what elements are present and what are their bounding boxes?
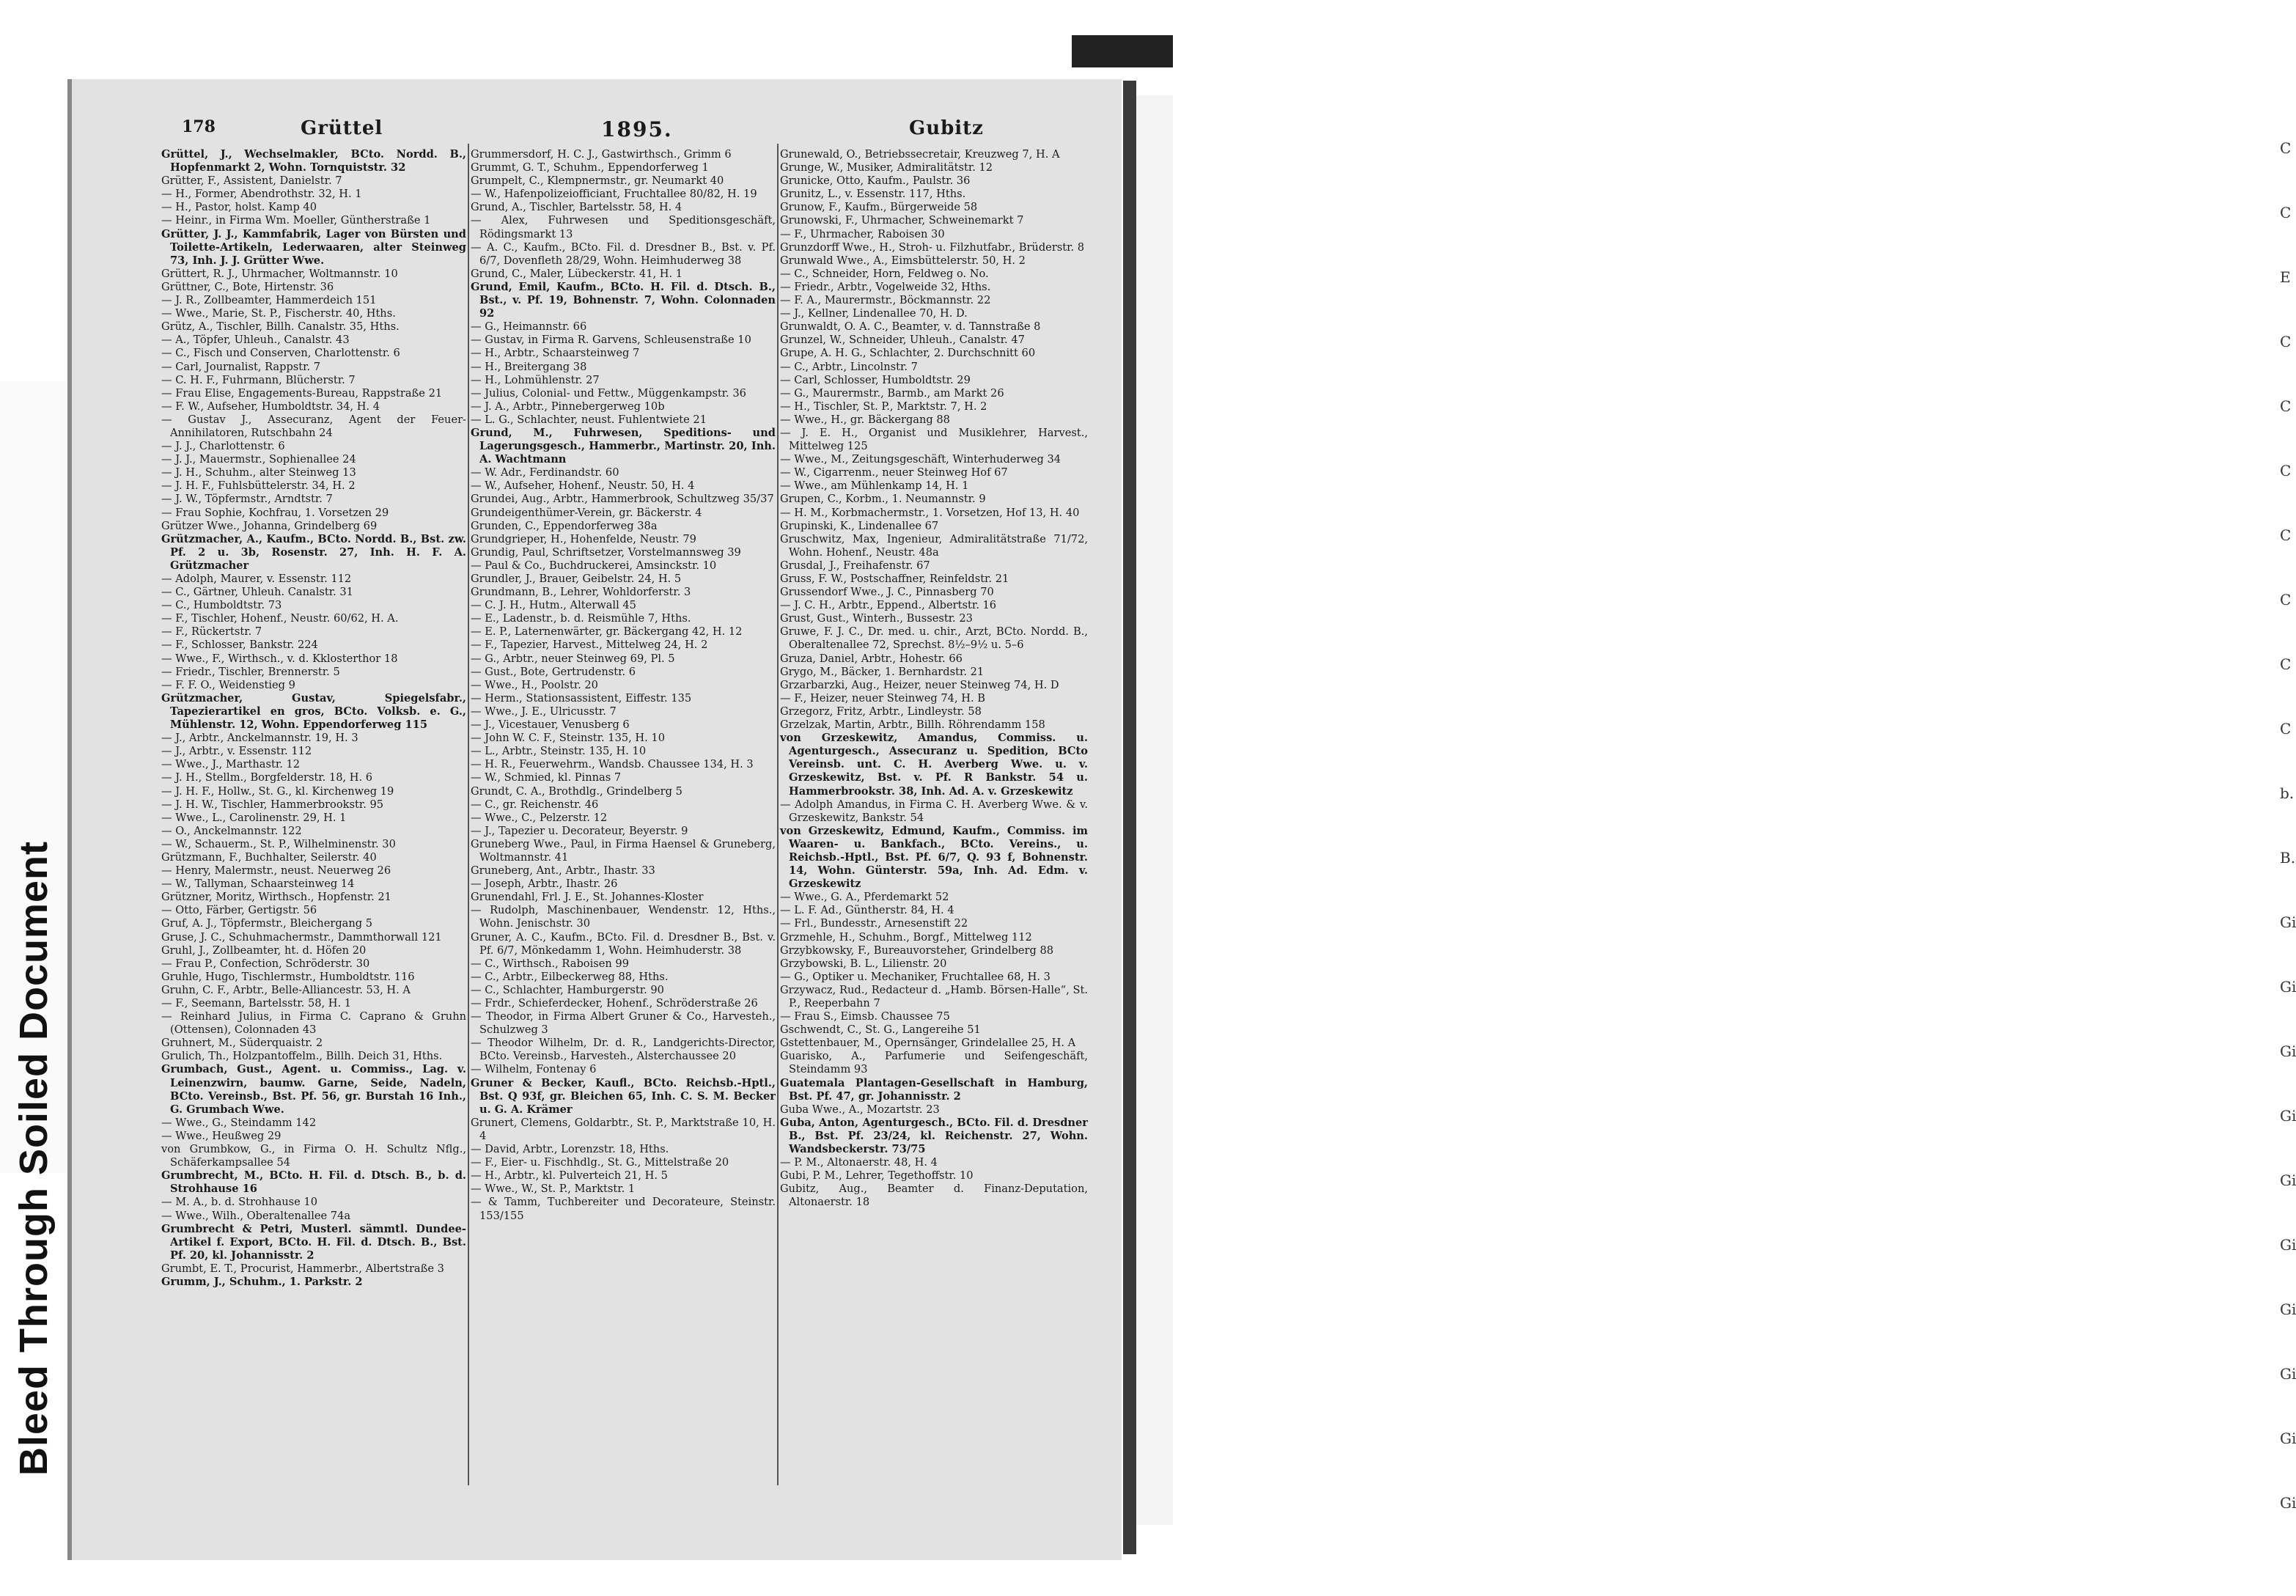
directory-entry: — J. H. W., Tischler, Hammerbrookstr. 95 (161, 798, 384, 811)
adjacent-page-fragment: C (2280, 591, 2292, 608)
directory-entry: — W., Schmied, kl. Pinnas 7 (471, 771, 622, 784)
directory-entry: — C., Gärtner, Uhleuh. Canalstr. 31 (161, 586, 353, 599)
directory-entry: Gruse, J. C., Schuhmachermstr., Dammthorwall 121 (161, 930, 442, 944)
directory-entry: — J., Vicestauer, Venusberg 6 (471, 718, 630, 732)
directory-entry: — Wwe., W., St. P., Marktstr. 1 (471, 1183, 636, 1196)
directory-entry: Grumbt, E. T., Procurist, Hammerbr., Albertstraße 3 (161, 1262, 444, 1275)
adjacent-page-fragment: Gi (2280, 1365, 2296, 1383)
directory-entry: von Grzeskewitz, Edmund, Kaufm., Commiss. im Waaren- u. Bankfach., BCto. Vereins., u. Reichsb.-Hptl., Bst. Pf. 6/7, Q. 93 f, Bohnenstr. 14, Wohn. Günterstr. 59a, Inh. Ad. Edm. v. Grzeskewitz (780, 824, 1088, 891)
directory-entry: — J. H., Stellm., Borgfelderstr. 18, H. 6 (161, 771, 373, 784)
directory-entry: — F. A., Maurermstr., Böckmannstr. 22 (780, 294, 991, 307)
directory-entry: — Wwe., J., Marthastr. 12 (161, 758, 301, 771)
directory-entry: Gruhn, C. F., Arbtr., Belle-Alliancestr. 53, H. A (161, 983, 411, 996)
directory-entry: Grunwald Wwe., A., Eimsbüttelerstr. 50, H. 2 (780, 254, 1026, 267)
directory-entry: — Wwe., H., Poolstr. 20 (471, 678, 598, 691)
directory-entry: Grunendahl, Frl. J. E., St. Johannes-Kloster (471, 891, 704, 904)
directory-entry: — Joseph, Arbtr., Ihastr. 26 (471, 878, 618, 891)
adjacent-page-fragment: Gi (2280, 913, 2296, 931)
directory-entry: Gruza, Daniel, Arbtr., Hohestr. 66 (780, 652, 963, 665)
directory-entry: Grüttert, R. J., Uhrmacher, Woltmannstr. 10 (161, 267, 398, 280)
directory-entry: Gruschwitz, Max, Ingenieur, Admiralitätstraße 71/72, Wohn. Hohenf., Neustr. 48a (780, 532, 1088, 559)
directory-entry: Grundmann, B., Lehrer, Wohldorferstr. 3 (471, 586, 691, 599)
directory-entry: Grundig, Paul, Schriftsetzer, Vorstelmannsweg 39 (471, 545, 741, 559)
directory-entry: — Paul & Co., Buchdruckerei, Amsinckstr. 10 (471, 559, 717, 572)
directory-entry: Grützmann, F., Buchhalter, Seilerstr. 40 (161, 850, 377, 864)
directory-entry: — Henry, Malermstr., neust. Neuerweg 26 (161, 864, 391, 878)
directory-entry: — A., Töpfer, Uhleuh., Canalstr. 43 (161, 334, 350, 347)
bleed-through-notice: Bleed Through Soiled Document (12, 840, 56, 1477)
directory-entry: — G., Heimannstr. 66 (471, 320, 587, 334)
directory-entry: — F., Tapezier, Harvest., Mittelweg 24, H. 2 (471, 639, 708, 652)
directory-entry: Grumbrecht & Petri, Musterl. sämmtl. Dundee-Artikel f. Export, BCto. H. Fil. d. Dtsch. B., Bst. Pf. 20, kl. Johannisstr. 2 (161, 1222, 466, 1262)
directory-entry: — Heinr., in Firma Wm. Moeller, Güntherstraße 1 (161, 214, 431, 227)
directory-entry: — Wwe., J. E., Ulricusstr. 7 (471, 705, 617, 718)
directory-entry: Guarisko, A., Parfumerie und Seifengeschäft, Steindamm 93 (780, 1050, 1088, 1076)
corner-scan-artifact (1072, 35, 1173, 67)
directory-entry: — Adolph, Maurer, v. Essenstr. 112 (161, 573, 352, 585)
directory-entry: Grütz, A., Tischler, Billh. Canalstr. 35, Hths. (161, 320, 400, 334)
directory-entry: Gubi, P. M., Lehrer, Tegethoffstr. 10 (780, 1169, 974, 1183)
directory-entry: — Reinhard Julius, in Firma C. Caprano & Gruhn (Ottensen), Colonnaden 43 (161, 1010, 466, 1037)
directory-column-2 (471, 148, 776, 1497)
adjacent-page-fragment: Gi (2280, 1494, 2296, 1512)
directory-entry: Gruwe, F. J. C., Dr. med. u. chir., Arzt, BCto. Nordd. B., Oberaltenallee 72, Sprechst. 8½–9½ u. 5–6 (780, 625, 1088, 652)
directory-entry: von Grzeskewitz, Amandus, Commiss. u. Agenturgesch., Assecuranz u. Spedition, BCto Vereinsb. unt. C. H. Averberg Wwe. u. v. Grzeskewitz, Bst. v. Pf. R Bankstr. 54 u. Hammerbrookstr. 38, Inh. Ad. A. v. Grzeskewitz (780, 732, 1088, 798)
directory-entry: Grunow, F., Kaufm., Bürgerweide 58 (780, 201, 978, 214)
directory-entry: — A. C., Kaufm., BCto. Fil. d. Dresdner B., Bst. v. Pf. 6/7, Dovenfleth 28/29, Wohn. Heimhuderweg 38 (471, 240, 776, 267)
directory-entry: Gruhl, J., Zollbeamter, ht. d. Höfen 20 (161, 944, 367, 957)
directory-entry: — Wwe., F., Wirthsch., v. d. Kklosterthor 18 (161, 652, 398, 665)
directory-entry: Grzmehle, H., Schuhm., Borgf., Mittelweg 112 (780, 930, 1032, 944)
directory-entry: — O., Anckelmannstr. 122 (161, 824, 302, 837)
directory-entry: Guatemala Plantagen-Gesellschaft in Hamburg, Bst. Pf. 47, gr. Johannisstr. 2 (780, 1076, 1088, 1103)
directory-entry: Gubitz, Aug., Beamter d. Finanz-Deputation, Altonaerstr. 18 (780, 1183, 1088, 1209)
directory-entry: — E., Ladenstr., b. d. Reismühle 7, Hths. (471, 612, 691, 625)
directory-entry: — W., Schauerm., St. P., Wilhelminenstr. 30 (161, 837, 396, 850)
running-head-year: 1895. (601, 117, 673, 141)
directory-entry: — David, Arbtr., Lorenzstr. 18, Hths. (471, 1143, 669, 1156)
adjacent-page-strip (1136, 95, 2296, 1525)
directory-entry: — H. M., Korbmachermstr., 1. Vorsetzen, Hof 13, H. 40 (780, 506, 1080, 519)
directory-entry: Grumm, J., Schuhm., 1. Parkstr. 2 (161, 1275, 363, 1288)
directory-entry: Grützmacher, A., Kaufm., BCto. Nordd. B., Bst. zw. Pf. 2 u. 3b, Rosenstr. 27, Inh. H. F. A. Grützmacher (161, 532, 466, 572)
directory-entry: Gruner & Becker, Kaufl., BCto. Reichsb.-Hptl., Bst. Q 93f, gr. Bleichen 65, Inh. C. S. M. Becker u. G. A. Krämer (471, 1076, 776, 1116)
directory-entry: — Gustav, in Firma R. Garvens, Schleusenstraße 10 (471, 334, 751, 347)
adjacent-page-fragment: Gi (2280, 1042, 2296, 1060)
page-number: 178 (182, 117, 216, 136)
directory-entry: Gruner, A. C., Kaufm., BCto. Fil. d. Dresdner B., Bst. v. Pf. 6/7, Mönkedamm 1, Wohn. Heimhuderstr. 38 (471, 930, 776, 957)
directory-column-1 (161, 148, 466, 1497)
adjacent-page-fragment: b. (2280, 784, 2295, 802)
directory-entry: — Frau P., Confection, Schröderstr. 30 (161, 957, 370, 970)
directory-entry: — J. R., Zollbeamter, Hammerdeich 151 (161, 294, 377, 307)
directory-entry: — H., Arbtr., Schaarsteinweg 7 (471, 347, 640, 360)
directory-entry: — P. M., Altonaerstr. 48, H. 4 (780, 1156, 938, 1169)
directory-entry: Grumbach, Gust., Agent. u. Commiss., Lag. v. Leinenzwirn, baumw. Garne, Seide, Nadeln, BCto. Vereinsb., Bst. Pf. 56, gr. Burstah 16 Inh., G. Grumbach Wwe. (161, 1063, 466, 1116)
directory-entry: — J., Kellner, Lindenallee 70, H. D. (780, 307, 968, 320)
directory-entry: — H., Arbtr., kl. Pulverteich 21, H. 5 (471, 1169, 668, 1183)
directory-entry: — J. J., Mauermstr., Sophienallee 24 (161, 453, 356, 466)
directory-entry: Grundgrieper, H., Hohenfelde, Neustr. 79 (471, 532, 696, 545)
directory-entry: — H., Pastor, holst. Kamp 40 (161, 201, 317, 214)
directory-entry: Grüttner, C., Bote, Hirtenstr. 36 (161, 280, 334, 293)
adjacent-page-fragment: C (2280, 139, 2292, 157)
directory-entry: — Alex, Fuhrwesen und Speditionsgeschäft, Rödingsmarkt 13 (471, 214, 776, 240)
directory-entry: — W., Cigarrenm., neuer Steinweg Hof 67 (780, 466, 1008, 479)
directory-entry: Grund, Emil, Kaufm., BCto. H. Fil. d. Dtsch. B., Bst., v. Pf. 19, Bohnenstr. 7, Wohn. Colonnaden 92 (471, 280, 776, 320)
directory-entry: Grunitz, L., v. Essenstr. 117, Hths. (780, 188, 966, 201)
directory-entry: — J., Arbtr., v. Essenstr. 112 (161, 745, 312, 758)
directory-entry: — Frau Elise, Engagements-Bureau, Rappstraße 21 (161, 386, 443, 400)
directory-entry: — C. J. H., Hutm., Alterwall 45 (471, 599, 636, 612)
adjacent-page-fragment: C (2280, 526, 2292, 544)
directory-entry: — H., Tischler, St. P., Marktstr. 7, H. 2 (780, 400, 987, 413)
adjacent-page-fragment: Gi (2280, 1107, 2296, 1125)
directory-entry: — Wwe., H., gr. Bäckergang 88 (780, 413, 950, 426)
directory-entry: Grzegorz, Fritz, Arbtr., Lindleystr. 58 (780, 705, 982, 718)
directory-entry: — F., Tischler, Hohenf., Neustr. 60/62, H. A. (161, 612, 399, 625)
directory-entry: — Theodor, in Firma Albert Gruner & Co., Harvesteh., Schulzweg 3 (471, 1010, 776, 1037)
directory-entry: Grützer Wwe., Johanna, Grindelberg 69 (161, 519, 378, 532)
notice-banner (0, 381, 67, 1477)
directory-entry: — F. W., Aufseher, Humboldtstr. 34, H. 4 (161, 400, 380, 413)
directory-entry: Grützmacher, Gustav, Spiegelsfabr., Tapezierartikel en gros, BCto. Volksb. e. G., Mühlenstr. 12, Wohn. Eppendorferweg 115 (161, 691, 466, 732)
directory-entry: Grust, Gust., Winterh., Bussestr. 23 (780, 612, 973, 625)
directory-entry: — G., Arbtr., neuer Steinweg 69, Pl. 5 (471, 652, 675, 665)
directory-entry: — H. R., Feuerwehrm., Wandsb. Chaussee 134, H. 3 (471, 758, 754, 771)
directory-entry: — Wwe., am Mühlenkamp 14, H. 1 (780, 479, 969, 493)
running-head-right: Gubitz (909, 117, 984, 139)
adjacent-page-fragment: C (2280, 204, 2292, 221)
running-head-left: Grüttel (301, 117, 383, 139)
directory-entry: Grzybowski, B. L., Lilienstr. 20 (780, 957, 947, 970)
directory-entry: Grunert, Clemens, Goldarbtr., St. P., Marktstraße 10, H. 4 (471, 1116, 776, 1142)
directory-entry: — & Tamm, Tuchbereiter und Decorateure, Steinstr. 153/155 (471, 1196, 776, 1222)
page-gutter (67, 79, 72, 1560)
directory-entry: Grygo, M., Bäcker, 1. Bernhardstr. 21 (780, 665, 985, 678)
page-header (176, 117, 1107, 147)
directory-entry: Gschwendt, C., St. G., Langereihe 51 (780, 1023, 981, 1037)
directory-entry: Grummt, G. T., Schuhm., Eppendorferweg 1 (471, 161, 709, 174)
directory-entry: — W., Hafenpolizeiofficiant, Fruchtallee 80/82, H. 19 (471, 188, 757, 201)
directory-entry: Grzelzak, Martin, Arbtr., Billh. Röhrendamm 158 (780, 718, 1045, 732)
directory-entry: — C., Wirthsch., Raboisen 99 (471, 957, 629, 970)
directory-entry: — H., Former, Abendrothstr. 32, H. 1 (161, 188, 362, 201)
adjacent-page-fragment: C (2280, 333, 2292, 350)
directory-entry: Grunowski, F., Uhrmacher, Schweinemarkt 7 (780, 214, 1024, 227)
directory-entry: — C., Humboldtstr. 73 (161, 599, 282, 612)
directory-entry: — C., Arbtr., Eilbeckerweg 88, Hths. (471, 970, 669, 983)
directory-entry: — Frdr., Schieferdecker, Hohenf., Schröderstraße 26 (471, 997, 758, 1010)
directory-entry: — Frau S., Eimsb. Chaussee 75 (780, 1010, 950, 1023)
directory-entry: — F. F. O., Weidenstieg 9 (161, 678, 295, 691)
page-fold (1123, 81, 1136, 1554)
directory-entry: Grzywacz, Rud., Redacteur d. „Hamb. Börsen-Halle“, St. P., Reeperbahn 7 (780, 983, 1088, 1010)
directory-entry: Gruneberg, Ant., Arbtr., Ihastr. 33 (471, 864, 655, 878)
directory-entry: — J. A., Arbtr., Pinnebergerweg 10b (471, 400, 665, 413)
directory-entry: — E. P., Laternenwärter, gr. Bäckergang 42, H. 12 (471, 625, 743, 639)
directory-entry: — C. H. F., Fuhrmann, Blücherstr. 7 (161, 373, 356, 386)
directory-entry: — Carl, Schlosser, Humboldtstr. 29 (780, 373, 971, 386)
directory-entry: Grütter, F., Assistent, Danielstr. 7 (161, 174, 342, 188)
adjacent-page-fragment: E (2280, 268, 2291, 286)
adjacent-page-fragment: C (2280, 462, 2292, 479)
directory-entry: Grupen, C., Korbm., 1. Neumannstr. 9 (780, 493, 986, 506)
directory-entry: — Rudolph, Maschinenbauer, Wendenstr. 12, Hths., Wohn. Jenischstr. 30 (471, 904, 776, 930)
directory-entry: Grumbrecht, M., BCto. H. Fil. d. Dtsch. B., b. d. Strohhause 16 (161, 1169, 466, 1196)
directory-entry: — J. E. H., Organist und Musiklehrer, Harvest., Mittelweg 125 (780, 426, 1088, 453)
directory-entry: — J., Tapezier u. Decorateur, Beyerstr. 9 (471, 824, 688, 837)
directory-entry: Grunge, W., Musiker, Admiralitätstr. 12 (780, 161, 993, 174)
adjacent-page-fragment: C (2280, 655, 2292, 673)
directory-entry: — Julius, Colonial- und Fettw., Müggenkampstr. 36 (471, 386, 746, 400)
directory-entry: Grunewald, O., Betriebssecretair, Kreuzweg 7, H. A (780, 148, 1060, 161)
directory-entry: Grussendorf Wwe., J. C., Pinnasberg 70 (780, 586, 994, 599)
directory-entry: — Adolph Amandus, in Firma C. H. Averberg Wwe. & v. Grzeskewitz, Bankstr. 54 (780, 798, 1088, 824)
directory-entry: Gruhnert, M., Süderquaistr. 2 (161, 1037, 323, 1050)
directory-entry: von Grumbkow, G., in Firma O. H. Schultz Nflg., Schäferkampsallee 54 (161, 1143, 466, 1169)
directory-entry: — Wwe., Heußweg 29 (161, 1129, 282, 1142)
adjacent-page-fragment: C (2280, 720, 2292, 738)
adjacent-page-fragment: Gi (2280, 978, 2296, 996)
directory-entry: — H., Lohmühlenstr. 27 (471, 373, 600, 386)
adjacent-page-fragment: C (2280, 397, 2292, 415)
directory-entry: — Wwe., L., Carolinenstr. 29, H. 1 (161, 811, 347, 824)
directory-entry: Grundt, C. A., Brothdlg., Grindelberg 5 (471, 784, 682, 798)
directory-entry: Grütter, J. J., Kammfabrik, Lager von Bürsten und Toilette-Artikeln, Lederwaaren, alter Steinweg 73, Inh. J. J. Grütter Wwe. (161, 227, 466, 267)
directory-entry: — F., Rückertstr. 7 (161, 625, 262, 639)
directory-entry: — J. H. F., Hollw., St. G., kl. Kirchenweg 19 (161, 784, 394, 798)
directory-entry: — F., Seemann, Bartelsstr. 58, H. 1 (161, 997, 352, 1010)
directory-entry: — C., Fisch und Conserven, Charlottenstr. 6 (161, 347, 400, 360)
directory-entry: Grützner, Moritz, Wirthsch., Hopfenstr. 21 (161, 891, 391, 904)
directory-entry: — Friedr., Arbtr., Vogelweide 32, Hths. (780, 280, 991, 293)
directory-entry: Gruss, F. W., Postschaffner, Reinfeldstr. 21 (780, 573, 1009, 585)
directory-entry: — Herm., Stationsassistent, Eiffestr. 135 (471, 691, 692, 705)
directory-entry: — W., Tallyman, Schaarsteinweg 14 (161, 878, 355, 891)
adjacent-page-fragment: B. (2280, 849, 2296, 867)
directory-entry: — J. C. H., Arbtr., Eppend., Albertstr. 16 (780, 599, 997, 612)
directory-entry: — J. W., Töpfermstr., Arndtstr. 7 (161, 493, 333, 506)
directory-entry: Grunzel, W., Schneider, Uhleuh., Canalstr. 47 (780, 334, 1025, 347)
directory-column-3 (780, 148, 1088, 1497)
directory-entry: — J. J., Charlottenstr. 6 (161, 440, 285, 453)
column-divider (468, 144, 469, 1485)
directory-entry: — Wwe., Marie, St. P., Fischerstr. 40, Hths. (161, 307, 396, 320)
directory-entry: — J., Arbtr., Anckelmannstr. 19, H. 3 (161, 732, 358, 745)
directory-entry: Gruhle, Hugo, Tischlermstr., Humboldtstr. 116 (161, 970, 415, 983)
directory-entry: Grulich, Th., Holzpantoffelm., Billh. Deich 31, Hths. (161, 1050, 443, 1063)
directory-entry: Grumpelt, C., Klempnermstr., gr. Neumarkt 40 (471, 174, 724, 188)
directory-entry: — C., Arbtr., Lincolnstr. 7 (780, 360, 918, 373)
directory-entry: Grummersdorf, H. C. J., Gastwirthsch., Grimm 6 (471, 148, 732, 161)
directory-entry: — J. H. F., Fuhlsbüttelerstr. 34, H. 2 (161, 479, 356, 493)
column-divider (777, 144, 779, 1485)
directory-entry: — Friedr., Tischler, Brennerstr. 5 (161, 665, 340, 678)
directory-entry: — Wwe., Wilh., Oberaltenallee 74a (161, 1209, 351, 1222)
directory-entry: Grundler, J., Brauer, Geibelstr. 24, H. 5 (471, 573, 682, 585)
directory-entry: — Frl., Bundesstr., Arnesenstift 22 (780, 917, 968, 930)
directory-entry: Grüttel, J., Wechselmakler, BCto. Nordd. B., Hopfenmarkt 2, Wohn. Tornquiststr. 32 (161, 148, 466, 174)
directory-entry: — Wwe., M., Zeitungsgeschäft, Winterhuderweg 34 (780, 453, 1061, 466)
directory-entry: Grzybkowsky, F., Bureauvorsteher, Grindelberg 88 (780, 944, 1054, 957)
directory-entry: — W., Aufseher, Hohenf., Neustr. 50, H. 4 (471, 479, 695, 493)
directory-entry: — F., Schlosser, Bankstr. 224 (161, 639, 318, 652)
directory-entry: — Wwe., G. A., Pferdemarkt 52 (780, 891, 949, 904)
directory-entry: Grupinski, K., Lindenallee 67 (780, 519, 939, 532)
directory-entry: — Gustav J., Assecuranz, Agent der Feuer-Annihilatoren, Rutschbahn 24 (161, 413, 466, 439)
directory-entry: — Wwe., G., Steindamm 142 (161, 1116, 317, 1129)
directory-entry: Gruf, A. J., Töpfermstr., Bleichergang 5 (161, 917, 373, 930)
directory-entry: Grund, C., Maler, Lübeckerstr. 41, H. 1 (471, 267, 683, 280)
directory-entry: Grund, M., Fuhrwesen, Speditions- und Lagerungsgesch., Hammerbr., Martinstr. 20, Inh. A. Wachtmann (471, 426, 776, 466)
directory-entry: — G., Optiker u. Mechaniker, Fruchtallee 68, H. 3 (780, 970, 1051, 983)
directory-entry: — M. A., b. d. Strohhause 10 (161, 1196, 318, 1209)
directory-entry: Gruneberg Wwe., Paul, in Firma Haensel & Gruneberg, Woltmannstr. 41 (471, 837, 776, 864)
directory-entry: — Gust., Bote, Gertrudenstr. 6 (471, 665, 636, 678)
directory-entry: — W. Adr., Ferdinandstr. 60 (471, 466, 619, 479)
directory-entry: Grzarbarzki, Aug., Heizer, neuer Steinweg 74, H. D (780, 678, 1059, 691)
directory-entry: — Wwe., C., Pelzerstr. 12 (471, 811, 608, 824)
directory-entry: Grund, A., Tischler, Bartelsstr. 58, H. 4 (471, 201, 682, 214)
directory-entry: — F., Heizer, neuer Steinweg 74, H. B (780, 691, 985, 705)
directory-entry: Grundeigenthümer-Verein, gr. Bäckerstr. 4 (471, 506, 702, 519)
directory-entry: — Wilhelm, Fontenay 6 (471, 1063, 597, 1076)
directory-entry: Grusdal, J., Freihafenstr. 67 (780, 559, 930, 572)
directory-entry: — C., Schneider, Horn, Feldweg o. No. (780, 267, 989, 280)
adjacent-page-fragment: Gi (2280, 1430, 2296, 1447)
directory-entry: Gstettenbauer, M., Opernsänger, Grindelallee 25, H. A (780, 1037, 1076, 1050)
directory-entry: — L. G., Schlachter, neust. Fuhlentwiete 21 (471, 413, 707, 426)
adjacent-page-fragment: Gi (2280, 1301, 2296, 1318)
directory-entry: Grupe, A. H. G., Schlachter, 2. Durchschnitt 60 (780, 347, 1036, 360)
directory-entry: — F., Uhrmacher, Raboisen 30 (780, 227, 945, 240)
directory-entry: — C., Schlachter, Hamburgerstr. 90 (471, 983, 664, 996)
directory-entry: Grunicke, Otto, Kaufm., Paulstr. 36 (780, 174, 971, 188)
directory-entry: Grunwaldt, O. A. C., Beamter, v. d. Tannstraße 8 (780, 320, 1041, 334)
directory-entry: — J. H., Schuhm., alter Steinweg 13 (161, 466, 356, 479)
directory-entry: — C., gr. Reichenstr. 46 (471, 798, 599, 811)
directory-entry: — L. F. Ad., Güntherstr. 84, H. 4 (780, 904, 954, 917)
directory-entry: Grunzdorff Wwe., H., Stroh- u. Filzhutfabr., Brüderstr. 8 (780, 240, 1085, 254)
directory-entry: Grunden, C., Eppendorferweg 38a (471, 519, 658, 532)
directory-entry: Guba Wwe., A., Mozartstr. 23 (780, 1103, 940, 1116)
adjacent-page-fragment: Gi (2280, 1172, 2296, 1189)
directory-entry: — Theodor Wilhelm, Dr. d. R., Landgerichts-Director, BCto. Vereinsb., Harvesteh., Alsterchaussee 20 (471, 1037, 776, 1063)
directory-entry: Guba, Anton, Agenturgesch., BCto. Fil. d. Dresdner B., Bst. Pf. 23/24, kl. Reichenstr. 27, Wohn. Wandsbeckerstr. 73/75 (780, 1116, 1088, 1156)
directory-entry: — L., Arbtr., Steinstr. 135, H. 10 (471, 745, 647, 758)
directory-entry: Grundei, Aug., Arbtr., Hammerbrook, Schultzweg 35/37 (471, 493, 774, 506)
directory-entry: — H., Breitergang 38 (471, 360, 587, 373)
directory-entry: — G., Maurermstr., Barmb., am Markt 26 (780, 386, 1004, 400)
directory-entry: — F., Eier- u. Fischhdlg., St. G., Mittelstraße 20 (471, 1156, 729, 1169)
directory-entry: — Carl, Journalist, Rappstr. 7 (161, 360, 321, 373)
directory-entry: — John W. C. F., Steinstr. 135, H. 10 (471, 732, 666, 745)
adjacent-page-fragment: Gi (2280, 1236, 2296, 1254)
directory-entry: — Otto, Färber, Gertigstr. 56 (161, 904, 317, 917)
directory-entry: — Frau Sophie, Kochfrau, 1. Vorsetzen 29 (161, 506, 389, 519)
